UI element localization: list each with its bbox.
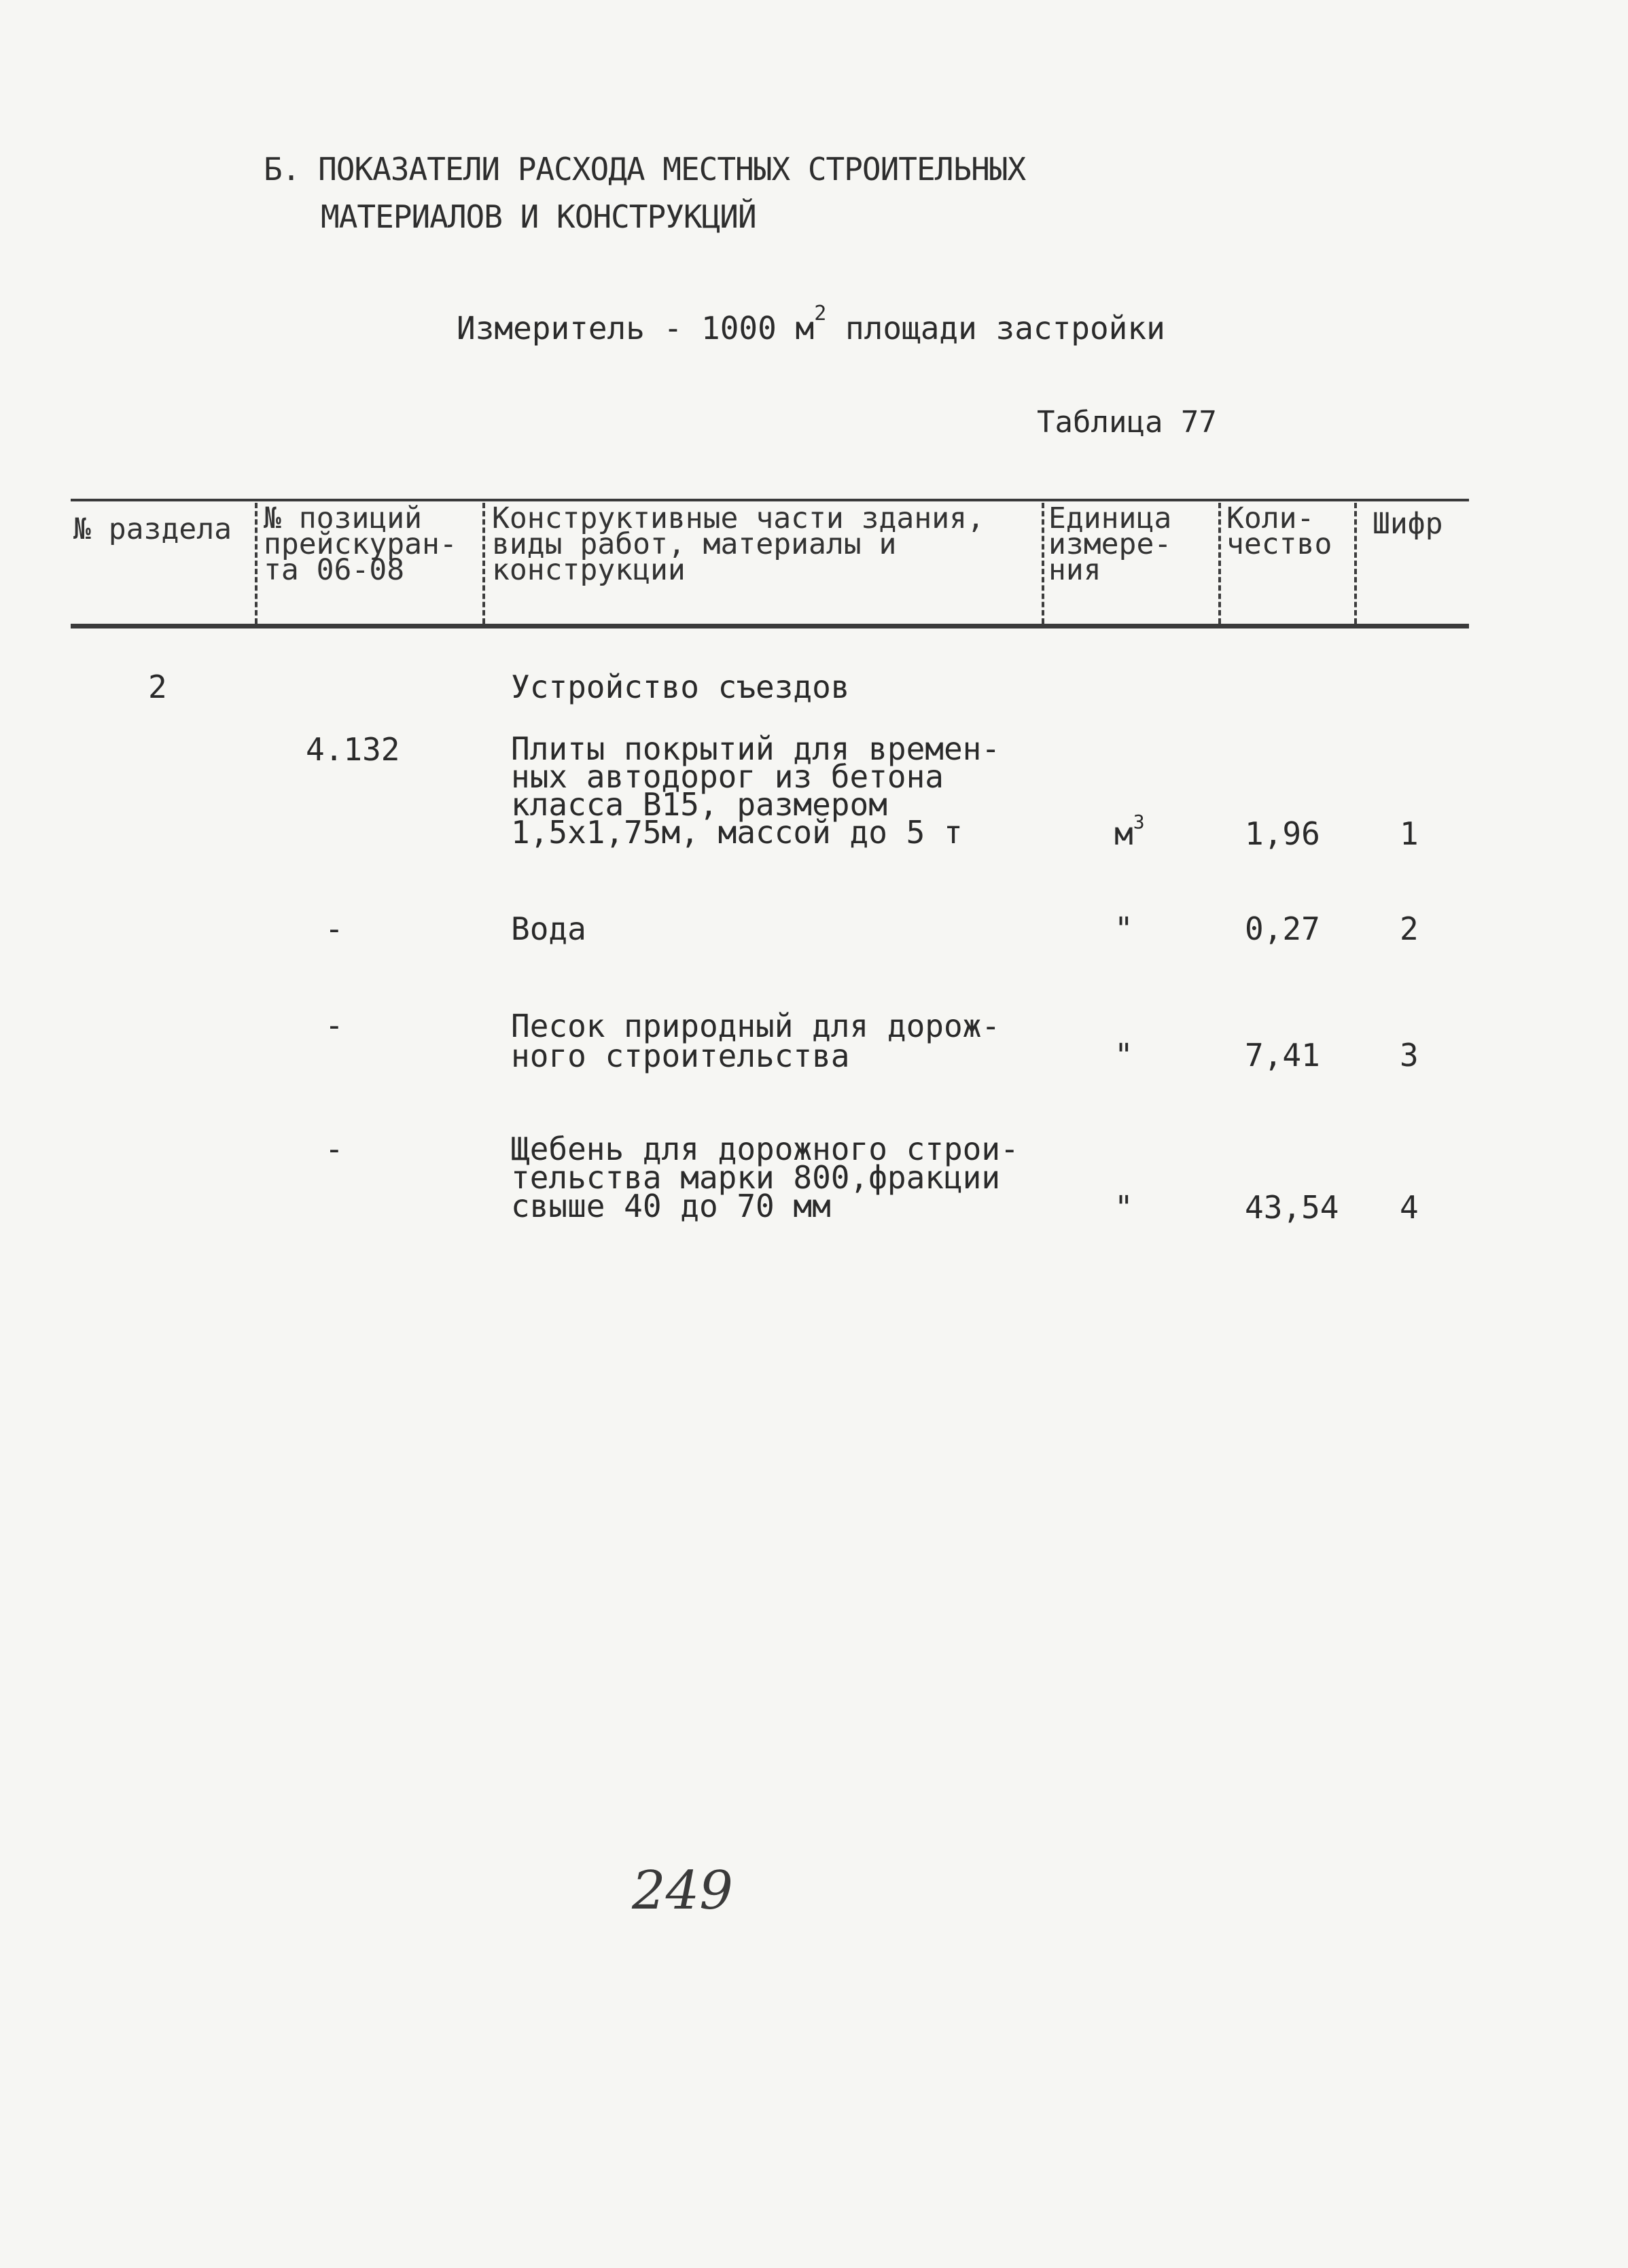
row-description <box>511 669 850 705</box>
unit-text: м <box>1114 815 1133 852</box>
column-separator <box>482 503 485 624</box>
header-line: Коли- <box>1226 501 1315 535</box>
column-separator <box>1042 503 1044 624</box>
measure-line <box>457 302 1165 347</box>
row-unit <box>1114 811 1145 852</box>
description-line: свыше 40 до 70 мм <box>511 1188 831 1224</box>
description-line: Плиты покрытий для времен- <box>511 730 1001 767</box>
row-description <box>511 1008 1001 1074</box>
column-header-quantity <box>1226 501 1332 561</box>
row-position: - <box>325 910 344 947</box>
description-line: Щебень для дорожного строи- <box>511 1131 1019 1167</box>
row-quantity: 0,27 <box>1245 910 1320 947</box>
column-separator <box>255 503 258 624</box>
row-quantity: 43,54 <box>1245 1189 1339 1226</box>
description-line: ных автодорог из бетона <box>511 758 944 795</box>
column-header-unit <box>1048 501 1172 587</box>
row-quantity: 7,41 <box>1245 1037 1320 1074</box>
header-line: Единица <box>1048 501 1172 535</box>
header-line: ния <box>1048 553 1101 587</box>
description-line: 1,5х1,75м, массой до 5 т <box>511 814 963 851</box>
header-line: та 06-08 <box>264 553 405 587</box>
column-header-section: № раздела <box>73 512 232 546</box>
header-line: конструкции <box>492 553 686 587</box>
description-line: Устройство съездов <box>511 669 850 705</box>
row-unit: " <box>1114 1037 1133 1074</box>
description-line: класса В15, размером <box>511 786 887 823</box>
measure-prefix: Измеритель - 1000 м <box>457 310 815 347</box>
row-position: - <box>325 1131 344 1167</box>
column-header-code: Шифр <box>1373 507 1443 541</box>
measure-suffix: площади застройки <box>826 310 1165 347</box>
unit-superscript: 3 <box>1133 811 1145 833</box>
header-line: Конструктивные части здания, <box>492 501 985 535</box>
description-line: тельства марки 800,фракции <box>511 1159 1001 1196</box>
measure-superscript: 2 <box>814 302 827 325</box>
table-label: Таблица 77 <box>1037 405 1217 440</box>
row-code: 2 <box>1400 910 1419 947</box>
row-code: 4 <box>1400 1189 1419 1226</box>
row-unit: " <box>1114 1189 1133 1226</box>
header-line: чество <box>1226 527 1332 561</box>
header-line: прейскуран- <box>264 527 457 561</box>
row-section: 2 <box>148 669 167 705</box>
column-header-description <box>492 501 985 587</box>
table-header-bottom-rule <box>71 624 1469 628</box>
header-line: № позиций <box>264 501 422 535</box>
description-line: Песок природный для дорож- <box>511 1008 1001 1044</box>
row-position: - <box>325 1007 344 1044</box>
page-number: 249 <box>632 1860 733 1921</box>
section-heading-line-2: МАТЕРИАЛОВ И КОНСТРУКЦИЙ <box>321 198 756 235</box>
header-line: виды работ, материалы и <box>492 527 897 561</box>
row-description <box>511 1131 1019 1224</box>
row-description <box>511 730 1001 851</box>
section-heading-line-1: Б. ПОКАЗАТЕЛИ РАСХОДА МЕСТНЫХ СТРОИТЕЛЬНЫХ <box>264 151 1026 188</box>
description-line: ного строительства <box>511 1038 850 1074</box>
column-separator <box>1218 503 1221 624</box>
row-quantity: 1,96 <box>1245 815 1320 852</box>
row-position: 4.132 <box>306 731 400 768</box>
header-line: измере- <box>1048 527 1172 561</box>
row-code: 3 <box>1400 1037 1419 1074</box>
column-separator <box>1354 503 1357 624</box>
description-line: Вода <box>511 910 586 947</box>
row-unit: " <box>1114 910 1133 947</box>
row-code: 1 <box>1400 815 1419 852</box>
column-header-position <box>264 501 457 587</box>
row-description <box>511 910 586 947</box>
